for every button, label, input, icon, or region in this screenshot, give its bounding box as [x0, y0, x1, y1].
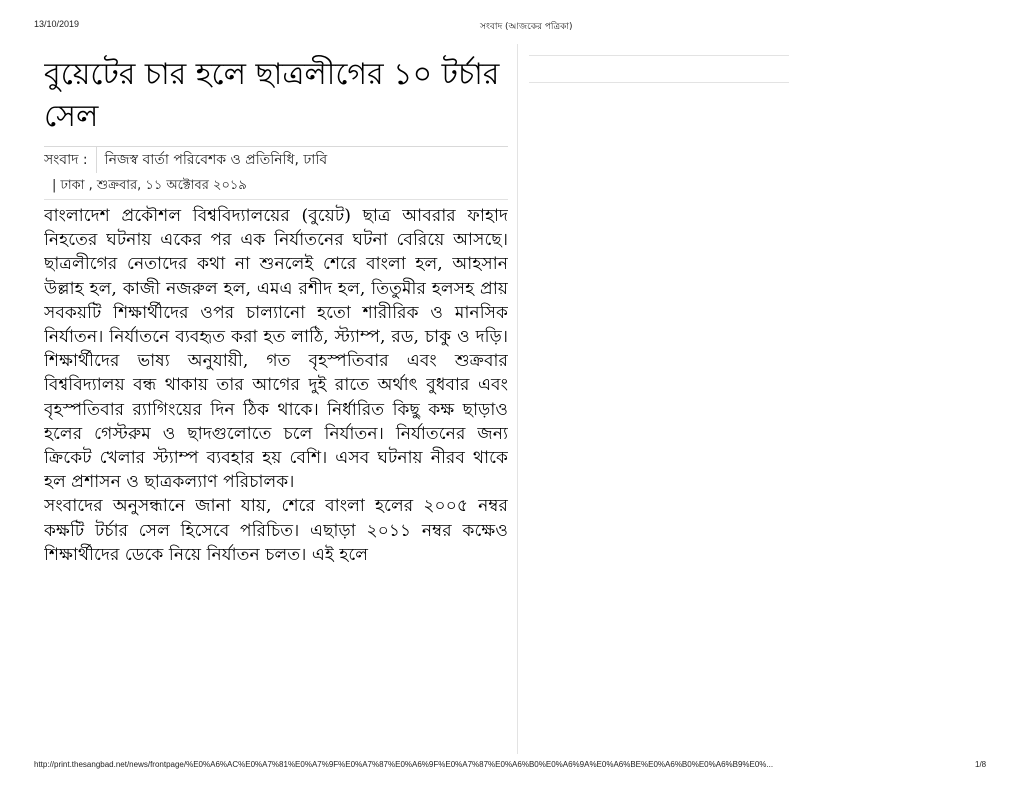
print-page-title: সংবাদ (আজকের পত্রিকা) — [480, 22, 573, 32]
print-page-number: 1/8 — [975, 760, 987, 769]
article-body — [44, 204, 508, 567]
byline — [44, 146, 508, 173]
article-headline: বুয়েটের চার হলে ছাত্রলীগের ১০ টর্চার সেল — [44, 57, 500, 134]
sidebar-rule-top — [529, 55, 789, 56]
article-dateline: | ঢাকা , শুক্রবার, ১১ অক্টোবর ২০১৯ — [44, 173, 508, 200]
article-paragraph: বাংলাদেশ প্রকৌশল বিশ্ববিদ্যালয়ের (বুয়েট) ছাত্র আবরার ফাহাদ নিহতের ঘটনায় একের পর এক নির্যাতনের ঘটনা বেরিয়ে আসছে। ছাত্রলীগের নেতাদের কথা না শুনলেই শেরে বাংলা হল, আহসান উল্লাহ হল, কাজী নজরুল হল, এমএ রশীদ হল, তিতুমীর হলসহ প্রায় সবকয়টি শিক্ষার্থীদের ওপর চাল্যানো হতো শারীরিক ও মানসিক নির্যাতন। নির্যাতনে ব্যবহৃত করা হত লাঠি, স্ট্যাম্প, রড, চাকু ও দড়ি। শিক্ষার্থীদের ভাষ্য অনুযায়ী, গত বৃহস্পতিবার এবং শুক্রবার বিশ্ববিদ্যালয় বন্ধ থাকায় তার আগের দুই রাতে অর্থাৎ বুধবার এবং বৃহস্পতিবার র‍্যাগিংয়ের দিন ঠিক থাকে। নির্ধারিত কিছু কক্ষ ছাড়াও হলের গেস্টরুম ও ছাদগুলোতে চলে নির্যাতন। নির্যাতনের জন্য ক্রিকেট খেলার স্ট্যাম্প ব্যবহার হয় বেশি। এসব ঘটনায় নীরব থাকে হল প্রশাসন ও ছাত্রকল্যাণ পরিচালক। — [44, 206, 508, 493]
column-divider — [517, 44, 518, 754]
print-date: 13/10/2019 — [34, 19, 80, 29]
print-footer-url: http://print.thesangbad.net/news/frontpage/%E0%A6%AC%E0%A7%81%E0%A7%9F%E0%A7%87%E0%A6%9F%E0%A7%87%E0%A6%B0%E0%A6%9A%E0%A6%BE%E0%A6%B0%E0%A6%B9%E0%... — [34, 760, 774, 769]
byline-label: সংবাদ : — [44, 152, 88, 168]
article-paragraph: সংবাদের অনুসন্ধানে জানা যায়, শেরে বাংলা হলের ২০০৫ নম্বর কক্ষটি টর্চার সেল হিসেবে পরিচিত। এছাড়া ২০১১ নম্বর কক্ষেও শিক্ষার্থীদের ডেকে নিয়ে নির্যাতন চলত। এই হলে — [44, 496, 508, 565]
article — [44, 44, 508, 750]
byline-author: নিজস্ব বার্তা পরিবেশক ও প্রতিনিধি, ঢাবি — [96, 147, 327, 173]
sidebar-rule-bottom — [529, 82, 789, 83]
